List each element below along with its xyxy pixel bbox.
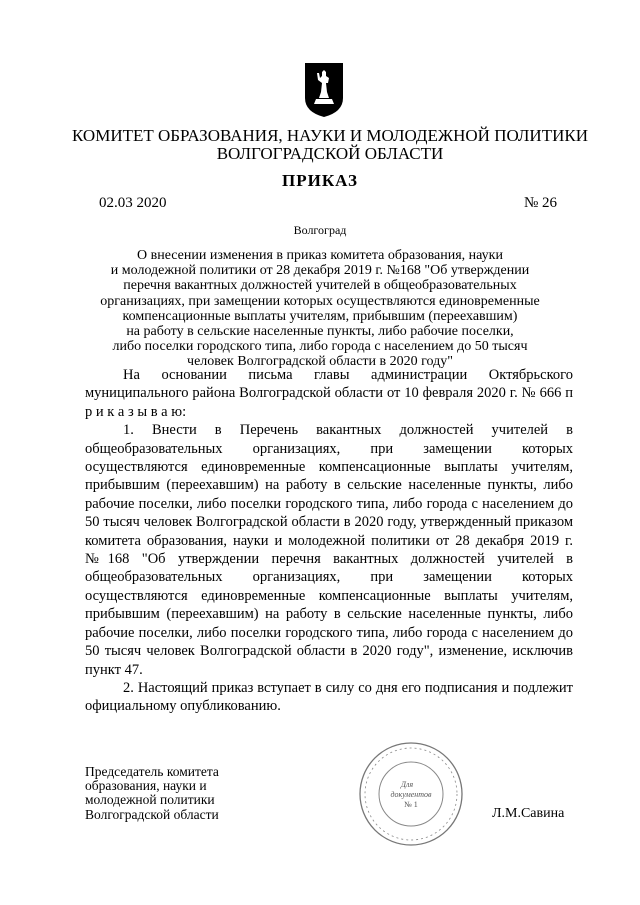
seal-text: № 1 bbox=[404, 800, 418, 809]
subject-line: перечня вакантных должностей учителей в общеобразовательных bbox=[123, 278, 517, 294]
document-type-title: ПРИКАЗ bbox=[282, 171, 358, 190]
signatory-title-line: молодежной политики bbox=[85, 792, 215, 808]
subject-line: на работу в сельские населенные пункты, либо рабочие поселки, bbox=[126, 324, 514, 340]
subject-line: и молодежной политики от 28 декабря 2019 г. №168 "Об утверждении bbox=[110, 263, 530, 279]
organization-name-line-1: КОМИТЕТ ОБРАЗОВАНИЯ, НАУКИ И МОЛОДЕЖНОЙ ПОЛИТИКИ bbox=[72, 126, 588, 145]
signatory-title-line: Волгоградской области bbox=[85, 806, 219, 822]
seal-text: Для bbox=[400, 780, 414, 789]
volgograd-coat-of-arms-icon bbox=[304, 62, 344, 118]
document-city: Волгоград bbox=[293, 223, 347, 237]
order-item-2: 2. Настоящий приказ вступает в силу со дня его подписания и подлежит официальному опубликованию. bbox=[85, 679, 573, 715]
document-number: № 26 bbox=[523, 195, 557, 211]
order-item-1: 1. Внести в Перечень вакантных должностей учителей в общеобразовательных организациях, при замещении которых осуществляются единовременные компенсационные выплаты учителям, прибывшим (переехавшим) на работу в сельские населенные пункты, либо рабочие поселки, либо поселки городского типа, либо города с населением до 50 тысяч человек Волгоградской области в 2020 году, утвержденный приказом комитета образования, науки и молодежной политики от 28 декабря 2019 г. №168 "Об утверждении перечня вакантных должностей учителей в общеобразовательных организациях, при замещении которых осуществляются единовременные компенсационные выплаты учителям, прибывшим (переехавшим) на работу в сельские населенные пункты, либо рабочие поселки, либо поселки городского типа, либо города с населением до 50 тысяч человек Волгоградской области в 2020 году", изменение, исключив пункт 47. bbox=[85, 422, 573, 678]
subject-line: человек Волгоградской области в 2020 году" bbox=[187, 354, 453, 370]
subject-line: либо поселки городского типа, либо города с населением до 50 тысяч bbox=[112, 339, 528, 355]
signatory-name: Л.М.Савина bbox=[492, 806, 565, 821]
signatory-title-line: Председатель комитета bbox=[85, 764, 219, 779]
official-stamp-seal bbox=[356, 740, 466, 848]
preamble-paragraph: На основании письма главы администрации Октябрьского муниципального района Волгоградской области от 10 февраля 2020 г. № 666 п р и к а з ы в а ю: bbox=[85, 367, 573, 420]
organization-name-line-2: ВОЛГОГРАДСКОЙ ОБЛАСТИ bbox=[216, 144, 444, 163]
subject-line: организациях, при замещении которых осуществляются единовременные bbox=[100, 293, 540, 309]
subject-line: компенсационные выплаты учителям, прибывшим (переехавшим) bbox=[122, 308, 518, 324]
seal-text: документов bbox=[390, 790, 432, 799]
subject-line: О внесении изменения в приказ комитета образования, науки bbox=[137, 248, 503, 263]
signatory-title bbox=[85, 765, 219, 822]
document-date: 02.03 2020 bbox=[99, 195, 167, 211]
signatory-title-line: образования, науки и bbox=[85, 778, 207, 794]
document-body bbox=[85, 366, 573, 716]
document-subject bbox=[80, 248, 560, 370]
